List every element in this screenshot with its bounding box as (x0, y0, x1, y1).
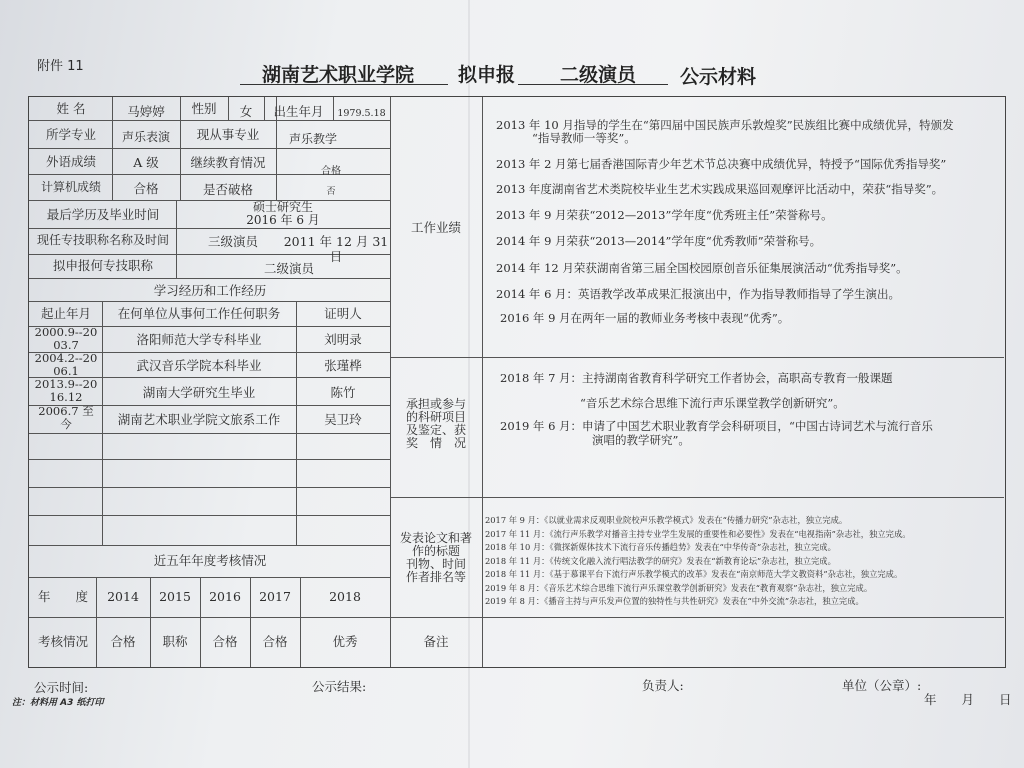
paper-item: 2019 年 8 月：《播音主持与声乐发声位置的独特性与共性研究》发表在“中外交流”杂志社，独立完成。 (485, 596, 864, 606)
history-witness: 陈竹 (330, 385, 356, 400)
date-label: 年 月 日 (924, 692, 1012, 707)
gender-label: 性别 (191, 101, 217, 116)
attachment-label: 附件 11 (37, 59, 84, 74)
degree-value-line2: 2016 年 6 月 (246, 213, 320, 227)
history-witness: 张瑾桦 (324, 358, 362, 373)
assessment-year: 2016 (209, 589, 241, 604)
paper-item: 2018 年 11 月：《基于慕课平台下流行声乐教学模式的改革》发表在“南京师范大学文教资料”杂志社，独立完成。 (485, 569, 903, 579)
history-witness: 吴卫玲 (324, 412, 362, 427)
school-name: 湖南艺术职业学院 (262, 64, 415, 86)
history-period-line1: 2013.9--20 (34, 377, 98, 391)
continuing-education-value: 合格 (321, 166, 341, 177)
apply-title-underline (518, 84, 668, 85)
school-underline (240, 84, 448, 85)
research-line: 2018 年 7 月：主持湖南省教育科学研究工作者协会，高职高专教育一般课题 (500, 371, 893, 385)
work-item: 2014 年 12 月荣获湖南省第三届全国校园原创音乐征集展演活动“优秀指导奖”。 (496, 261, 908, 275)
work-item: 2014 年 9 月荣获“2013—2014”学年度“优秀教师”荣誉称号。 (496, 234, 822, 248)
current-major-label: 现从事专业 (196, 127, 260, 142)
birth-label: 出生年月 (273, 104, 324, 119)
birth-value: 1979.5.18 (337, 108, 386, 119)
paper-item: 2017 年 9 月：《以就业需求反观职业院校声乐教学模式》发表在“传播力研究”杂志社，独立完成。 (485, 515, 848, 525)
history-period-line2: 03.7 (53, 338, 79, 352)
research-line: 演唱的教学研究”。 (592, 433, 690, 447)
current-title-label: 现任专技职称名称及时间 (36, 233, 169, 247)
name-label: 姓 名 (56, 101, 86, 116)
apply-position-value: 二级演员 (263, 261, 314, 276)
work-item: 2013 年 9 月荣获“2012—2013”学年度“优秀班主任”荣誉称号。 (496, 208, 833, 222)
major-label: 所学专业 (45, 127, 96, 142)
foreign-language-value: A 级 (133, 155, 159, 170)
continuing-education-label: 继续教育情况 (190, 155, 266, 170)
assessment-result-label: 考核情况 (37, 634, 88, 649)
assessment-year: 2015 (159, 589, 191, 604)
history-header-unit: 在何单位从事何工作任何职务 (117, 306, 281, 321)
assessment-result: 优秀 (332, 634, 358, 649)
work-item: 2013 年度湖南省艺术类院校毕业生艺术实践成果巡回观摩评比活动中，荣获“指导奖”。 (496, 182, 944, 196)
history-unit: 湖南艺术职业学院文旅系工作 (117, 412, 281, 427)
current-title-value: 三级演员 (207, 234, 258, 249)
assessment-section-title: 近五年年度考核情况 (153, 553, 267, 568)
paper-item: 2018 年 11 月：《传统文化融入流行唱法教学的研究》发表在“新教育论坛”杂志社，独立完成。 (485, 556, 836, 566)
name-value: 马婷婷 (127, 104, 165, 119)
unit-seal-label: 单位（公章）: (842, 678, 922, 693)
exceptional-value: 否 (326, 187, 336, 197)
exceptional-label: 是否破格 (202, 182, 253, 197)
history-section-title: 学习经历和工作经历 (153, 283, 267, 298)
history-header-period: 起止年月 (40, 306, 91, 321)
history-unit: 洛阳师范大学专科毕业 (136, 332, 262, 347)
assessment-result: 合格 (212, 634, 238, 649)
computer-score-label: 计算机成绩 (40, 180, 101, 194)
degree-label: 最后学历及毕业时间 (46, 207, 160, 222)
publish-result-label: 公示结果: (312, 679, 367, 694)
current-major-value: 声乐教学 (288, 132, 337, 146)
degree-value-line1: 硕士研究生 (252, 200, 313, 214)
history-period-line2: 16.12 (49, 390, 83, 404)
history-witness: 刘明录 (324, 332, 362, 347)
assessment-year: 2018 (329, 589, 361, 604)
assessment-result: 合格 (110, 634, 136, 649)
assessment-remark-label: 备注 (423, 634, 449, 649)
history-period-line2: 今 (60, 417, 72, 431)
foreign-language-label: 外语成绩 (45, 154, 96, 169)
history-header-witness: 证明人 (324, 306, 362, 321)
assessment-year: 2014 (107, 589, 139, 604)
apply-position-label: 拟申报何专技职称 (52, 258, 153, 273)
leader-label: 负责人: (642, 678, 684, 693)
assessment-year: 2017 (259, 589, 291, 604)
apply-title: 二级演员 (560, 64, 637, 86)
major-value: 声乐表演 (121, 130, 170, 144)
history-period-line1: 2006.7 至 (38, 404, 94, 418)
document-page: 附件 11 湖南艺术职业学院 拟申报 二级演员 公示材料 姓 名 马婷婷 性别 女 出生年月 1979.5.18 所学专业 声乐表演 现从事专业 声乐教学 外语成绩 A 级 继续教育情况 合格 计算机成绩 合格 是否破格 否 最后学历及毕业时间 硕士研究生 2016 年 6 月 现任专技职称名称及时间 三级演员 2011 年 12 月 31 日 拟申报何专技职称 二级演员 学习经历和工作经历 起止年月 在何单位从事何工作任何职务 证明人 2000.9--20 03.7 洛阳师范大学专科毕业 刘明录 2004.2--20 06.1 武汉音乐学院本科毕业 张瑾桦 2013.9--20 16.12 湖南大学研究生毕业 陈竹 2006.7 至 今 湖南艺术职业学院文旅系工作 吴卫玲 近五年年度考核情况 年 度 2014 2015 2016 2017 2018 考核情况 合格 职称 合格 合格 优秀 备注 工作业绩 承担或参与 的科研项目 及鉴定、获 奖 情 况 发表论文和著 作的标题 刊物、时间 作者排名等 2013 年 10 月指导的学生在“第四届中国民族声乐敦煌奖”民族组比赛中成绩优异，特颁发 “指导教师一等奖”。 2013 年 2 月第七届香港国际青少年艺术节总决赛中成绩优异，特授予“国际优秀指导奖” 2013 年度湖南省艺术类院校毕业生艺术实践成果巡回观摩评比活动中，荣获“指导奖”。 2013 年 9 月荣获“2012—2013”学年度“优秀班主任”荣誉称号。 2014 年 9 月荣获“2013—2014”学年度“优秀教师”荣誉称号。 2014 年 12 月荣获湖南省第三届全国校园原创音乐征集展演活动“优秀指导奖”。 2014 年 6 月：英语教学改革成果汇报演出中，作为指导教师指导了学生演出。 2016 年 9 月在两年一届的教师业务考核中表现“优秀”。 2018 年 7 月：主持湖南省教育科学研究工作者协会，高职高专教育一般课题 “音乐艺术综合思维下流行声乐课堂教学创新研究”。 2019 年 6 月：申请了中国艺术职业教育学会科研项目，“中国古诗词艺术与流行音乐 演唱的教学研究”。 2017 年 9 月：《以就业需求反观职业院校声乐教学模式》发表在“传播力研究”杂志社，独立完成。 2017 年 11 月：《流行声乐教学对播音主持专业学生发展的重要性和必要性》发表在“电视指南”杂志社，独立完成。 2018 年 10 月：《微探新媒体技术下流行音乐传播趋势》发表在“中华传奇”杂志社，独立完成。 2018 年 11 月：《传统文化融入流行唱法教学的研究》发表在“新教育论坛”杂志社，独立完成。 2018 年 11 月：《基于慕课平台下流行声乐教学模式的改革》发表在“南京师范大学文教资料”杂志社，独立完成。 2019 年 8 月：《音乐艺术综合思维下流行声乐课堂教学创新研究》发表在“教育观察”杂志社，独立完成。 2019 年 8 月：《播音主持与声乐发声位置的独特性与共性研究》发表在“中外交流”杂志社，独立完成。 公示时间: 公示结果: 负责人: 单位（公章）: 年 月 日 注：材料用 A3 纸打印 (0, 0, 1024, 768)
work-item-cont: “指导教师一等奖”。 (532, 131, 636, 145)
history-period-line1: 2004.2--20 (34, 351, 98, 365)
document-suffix: 公示材料 (680, 66, 757, 88)
history-unit: 武汉音乐学院本科毕业 (136, 358, 262, 373)
assessment-year-label: 年 度 (37, 589, 88, 604)
publish-time-label: 公示时间: (34, 680, 89, 695)
work-item: 2013 年 10 月指导的学生在“第四届中国民族声乐敦煌奖”民族组比赛中成绩优异，特颁发 (496, 118, 954, 132)
work-item: 2013 年 2 月第七届香港国际青少年艺术节总决赛中成绩优异，特授予“国际优秀指导奖” (496, 157, 947, 171)
computer-score-value: 合格 (133, 181, 159, 196)
paper-item: 2017 年 11 月：《流行声乐教学对播音主持专业学生发展的重要性和必要性》发表在“电视指南”杂志社，独立完成。 (485, 529, 911, 539)
paper-item: 2019 年 8 月：《音乐艺术综合思维下流行声乐课堂教学创新研究》发表在“教育观察”杂志社，独立完成。 (485, 583, 873, 593)
print-note: 注：材料用 A3 纸打印 (12, 698, 104, 708)
assessment-result: 职称 (162, 634, 188, 649)
paper-item: 2018 年 10 月：《微探新媒体技术下流行音乐传播趋势》发表在“中华传奇”杂志社，独立完成。 (485, 542, 836, 552)
work-item: 2016 年 9 月在两年一届的教师业务考核中表现“优秀”。 (500, 311, 790, 325)
history-unit: 湖南大学研究生毕业 (142, 385, 256, 400)
assessment-result: 合格 (262, 634, 288, 649)
history-period-line2: 06.1 (53, 364, 79, 378)
history-period-line1: 2000.9--20 (34, 325, 98, 339)
current-title-date: 2011 年 12 月 31 日 (283, 234, 389, 264)
work-item: 2014 年 6 月：英语教学改革成果汇报演出中，作为指导教师指导了学生演出。 (496, 287, 901, 301)
divider-right-content (482, 97, 483, 667)
work-label: 工作业绩 (410, 220, 461, 235)
research-line: “音乐艺术综合思维下流行声乐课堂教学创新研究”。 (580, 396, 845, 410)
gender-value: 女 (239, 104, 253, 119)
apply-label: 拟申报 (458, 64, 516, 86)
research-line: 2019 年 6 月：申请了中国艺术职业教育学会科研项目，“中国古诗词艺术与流行音乐 (500, 419, 933, 433)
